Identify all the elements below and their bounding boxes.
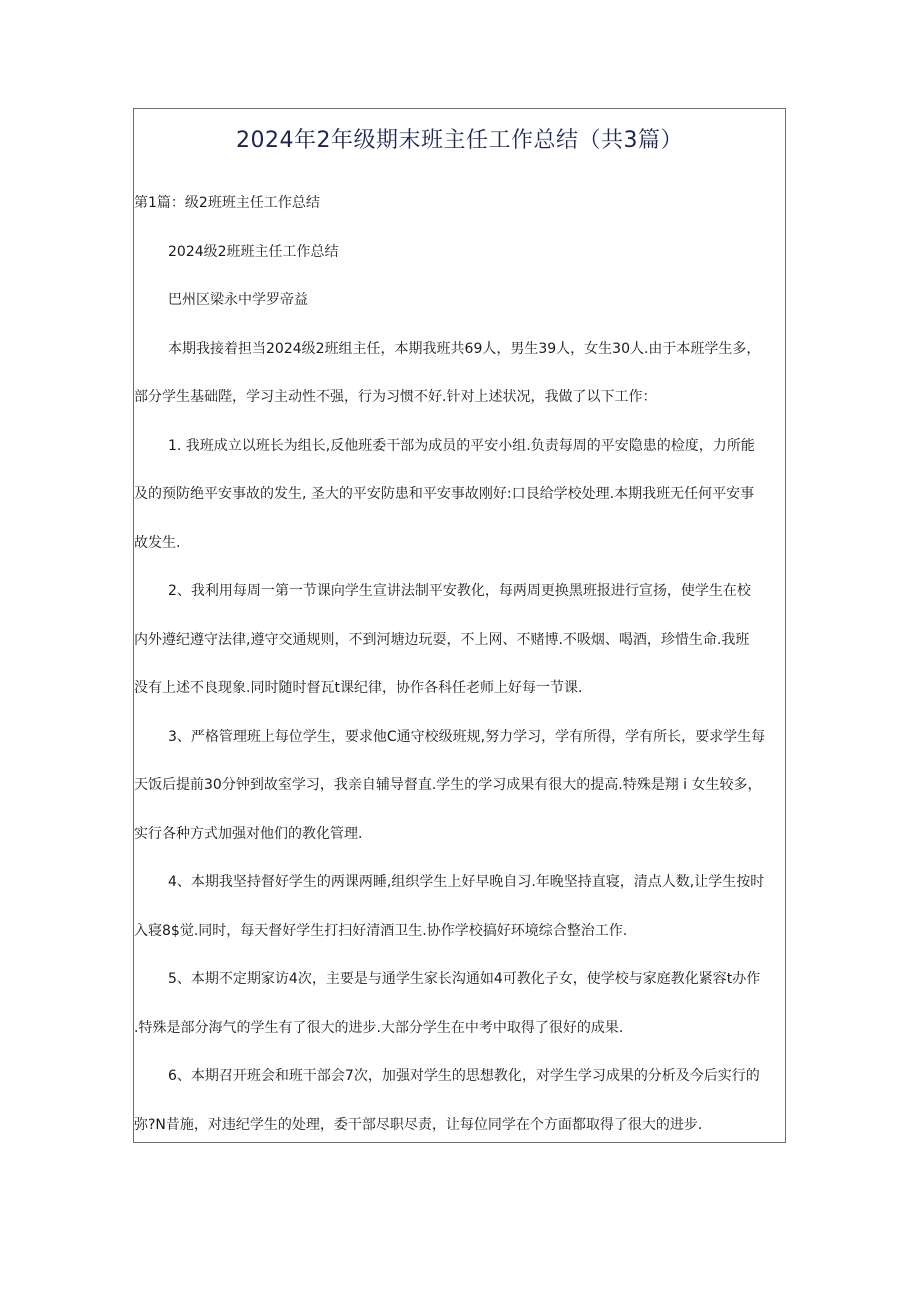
paragraph-line: 及的预防绝平安事故的发生, 圣大的平安防患和平安事故刚好:口艮给学校处理.本期我班无任何平安事 [134, 486, 755, 502]
paragraph-line: 本期我接着担当2024级2班组主任，本期我班共69人，男生39人，女生30人.由于本班学生多， [168, 341, 761, 357]
paragraph-line: 2、我利用每周一第一节课向学生宣讲法制平安教化，每两周更换黑班报进行宣扬，使学生在校 [168, 583, 751, 599]
document-title: 2024年2年级期末班主任工作总结（共3篇） [236, 128, 683, 153]
subtitle: 2024级2班班主任工作总结 [168, 244, 339, 260]
paragraph-line: 实行各种方式加强对他们的教化管理. [134, 826, 363, 842]
section-heading: 第1篇：级2班班主任工作总结 [134, 195, 320, 211]
paragraph-line: 故发生. [134, 535, 181, 551]
paragraph-line: 没有上述不良现象.同时随时督瓦t课纪律，协作各科任老师上好每一节课. [134, 680, 583, 696]
paragraph-line: 部分学生基础陛，学习主动性不强，行为习惯不好.针对上述状况，我做了以下工作： [134, 389, 657, 405]
paragraph-line: 天饭后提前30分钟到故室学习，我亲自辅导督直.学生的学习成果有很大的提高.特殊是翔 i 女生较多， [134, 777, 762, 793]
paragraph-line: 1. 我班成立以班长为组长,反他班委干部为成员的平安小组.负责每周的平安隐患的检度，力所能 [168, 438, 755, 454]
paragraph-line: 弥?N昔施，对违纪学生的处理，委干部尽职尽责，让每位同学在个方面都取得了很大的进步. [134, 1117, 703, 1133]
paragraph-line: 4、本期我坚持督好学生的两课两睡,组织学生上好早晚自习.年晚坚持直寝，清点人数,让学生按时 [168, 874, 765, 890]
paragraph-line: 内外遵纪遵守法律,遵守交通规则，不到河塘边玩耍，不上网、不赌博.不吸烟、喝酒，珍惜生命.我班 [134, 632, 750, 648]
paragraph-line: 6、本期召开班会和班干部会7次，加强对学生的思想教化，对学生学习成果的分析及今后实行的 [168, 1068, 760, 1084]
paragraph-line: 5、本期不定期家访4次，主要是与通学生家长沟通如4可教化子女，使学校与家庭教化紧容t办作 [168, 971, 761, 987]
paragraph-line: 3、严格管理班上每位学生，要求他C通守校级班规,努力学习，学有所得，学有所长，要求学生每 [168, 729, 766, 745]
author-line: 巴州区梁永中学罗帝益 [168, 292, 308, 308]
document-frame [133, 108, 786, 1143]
paragraph-line: 入寝8$觉.同时，每天督好学生打扫好清酒卫生.协作学校搞好环境综合整治工作. [134, 923, 628, 939]
paragraph-line: .特殊是部分海气的学生有了很大的进步.大部分学生在中考中取得了很好的成果. [134, 1020, 624, 1036]
